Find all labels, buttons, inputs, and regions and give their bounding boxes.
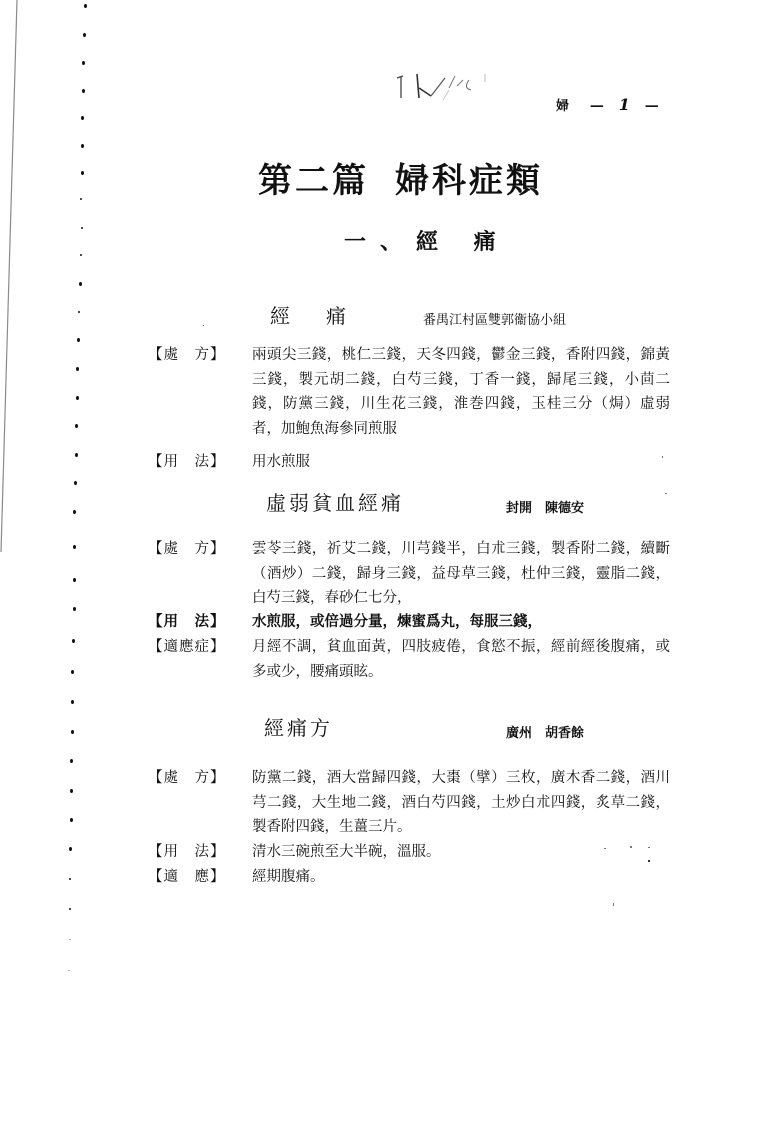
- scan-speck: [604, 848, 606, 849]
- entry-label: 【處 方】: [148, 541, 226, 557]
- recipe-heading: [266, 487, 585, 516]
- recipe-entry-prescription: [148, 537, 678, 611]
- recipe-entry-prescription: [148, 343, 678, 441]
- binding-holes: [0, 0, 100, 1000]
- entry-label: 【用 法】: [148, 454, 226, 470]
- entry-label: 【適 應】: [148, 869, 226, 885]
- recipe-entry-usage: [148, 840, 678, 865]
- entry-text: 防黨二錢，酒大當歸四錢，大棗（擘）三枚，廣木香二錢，酒川芎二錢，大生地二錢，酒白芍四錢，土炒白朮四錢，炙草二錢，製香附四錢，生薑三片。: [252, 770, 670, 835]
- recipe-entry-usage: [148, 450, 678, 475]
- dash-left: —: [589, 98, 606, 114]
- section-title: 一、經 痛: [344, 229, 510, 255]
- dash-right: —: [644, 98, 661, 114]
- entry-label: 【用 法】: [148, 613, 226, 630]
- recipe-source: 番禺江村區雙郭衞協小組: [423, 313, 567, 328]
- entry-text: 清水三碗煎至大半碗，溫服。: [252, 844, 441, 860]
- entry-text: 水煎服，或倍過分量，煉蜜爲丸，每服三錢，: [252, 613, 542, 630]
- recipe-entry-indications: [148, 635, 678, 684]
- entry-label: 【適應症】: [148, 639, 226, 655]
- scan-speck: [613, 903, 614, 906]
- scan-speck: [648, 847, 650, 848]
- entry-label: 【處 方】: [148, 770, 226, 786]
- entry-label: 【用 法】: [148, 844, 226, 860]
- entry-text: 經期腹痛。: [252, 869, 325, 885]
- entry-text: 用水煎服: [252, 454, 310, 470]
- scan-speck: [203, 325, 204, 326]
- entry-text: 月經不調，貧血面黃，四肢疲倦，食慾不振，經前經後腹痛，或多或少，腰痛頭眩。: [252, 639, 670, 680]
- chapter-title: [258, 153, 543, 202]
- running-header: [556, 95, 661, 114]
- recipe-entry-indications: [148, 865, 678, 890]
- entry-label: 【處 方】: [148, 347, 226, 363]
- scan-speck: [630, 846, 632, 848]
- recipe-heading: [264, 712, 585, 741]
- scan-speck: [648, 860, 650, 862]
- handwritten-annotation: [393, 70, 523, 110]
- recipe-entry-usage: [148, 610, 678, 635]
- chapter-name: 婦科症類: [395, 161, 543, 201]
- entry-text: 雲苓三錢，祈艾二錢，川芎錢半，白朮三錢，製香附二錢，續斷（酒炒）二錢，歸身三錢，益母草三錢，杜仲三錢，靈脂二錢，白芍三錢，春砂仁七分，: [252, 541, 670, 606]
- scan-speck: [662, 456, 663, 458]
- recipe-source: 廣州 胡香餘: [506, 726, 585, 741]
- recipe-name: 經痛方: [264, 716, 333, 740]
- recipe-heading: [270, 300, 567, 329]
- recipe-source: 封開 陳德安: [506, 501, 585, 516]
- running-header-section: 婦: [556, 99, 572, 114]
- scan-speck: [665, 493, 667, 494]
- recipe-name: 經 痛: [270, 304, 354, 328]
- page-number: 1: [618, 95, 632, 114]
- recipe-entry-prescription: [148, 766, 678, 840]
- recipe-name: 虛弱貧血經痛: [266, 491, 404, 515]
- entry-text: 兩頭尖三錢，桃仁三錢，天冬四錢，鬱金三錢，香附四錢，錦黃三錢，製元胡二錢，白芍三錢，丁香一錢，歸尾三錢，小茴二錢，防黨三錢，川生花三錢，淮巻四錢，玉桂三分（焗）虛弱者，加鮑魚海參同煎服: [252, 347, 670, 437]
- chapter-part: 第二篇: [258, 161, 369, 201]
